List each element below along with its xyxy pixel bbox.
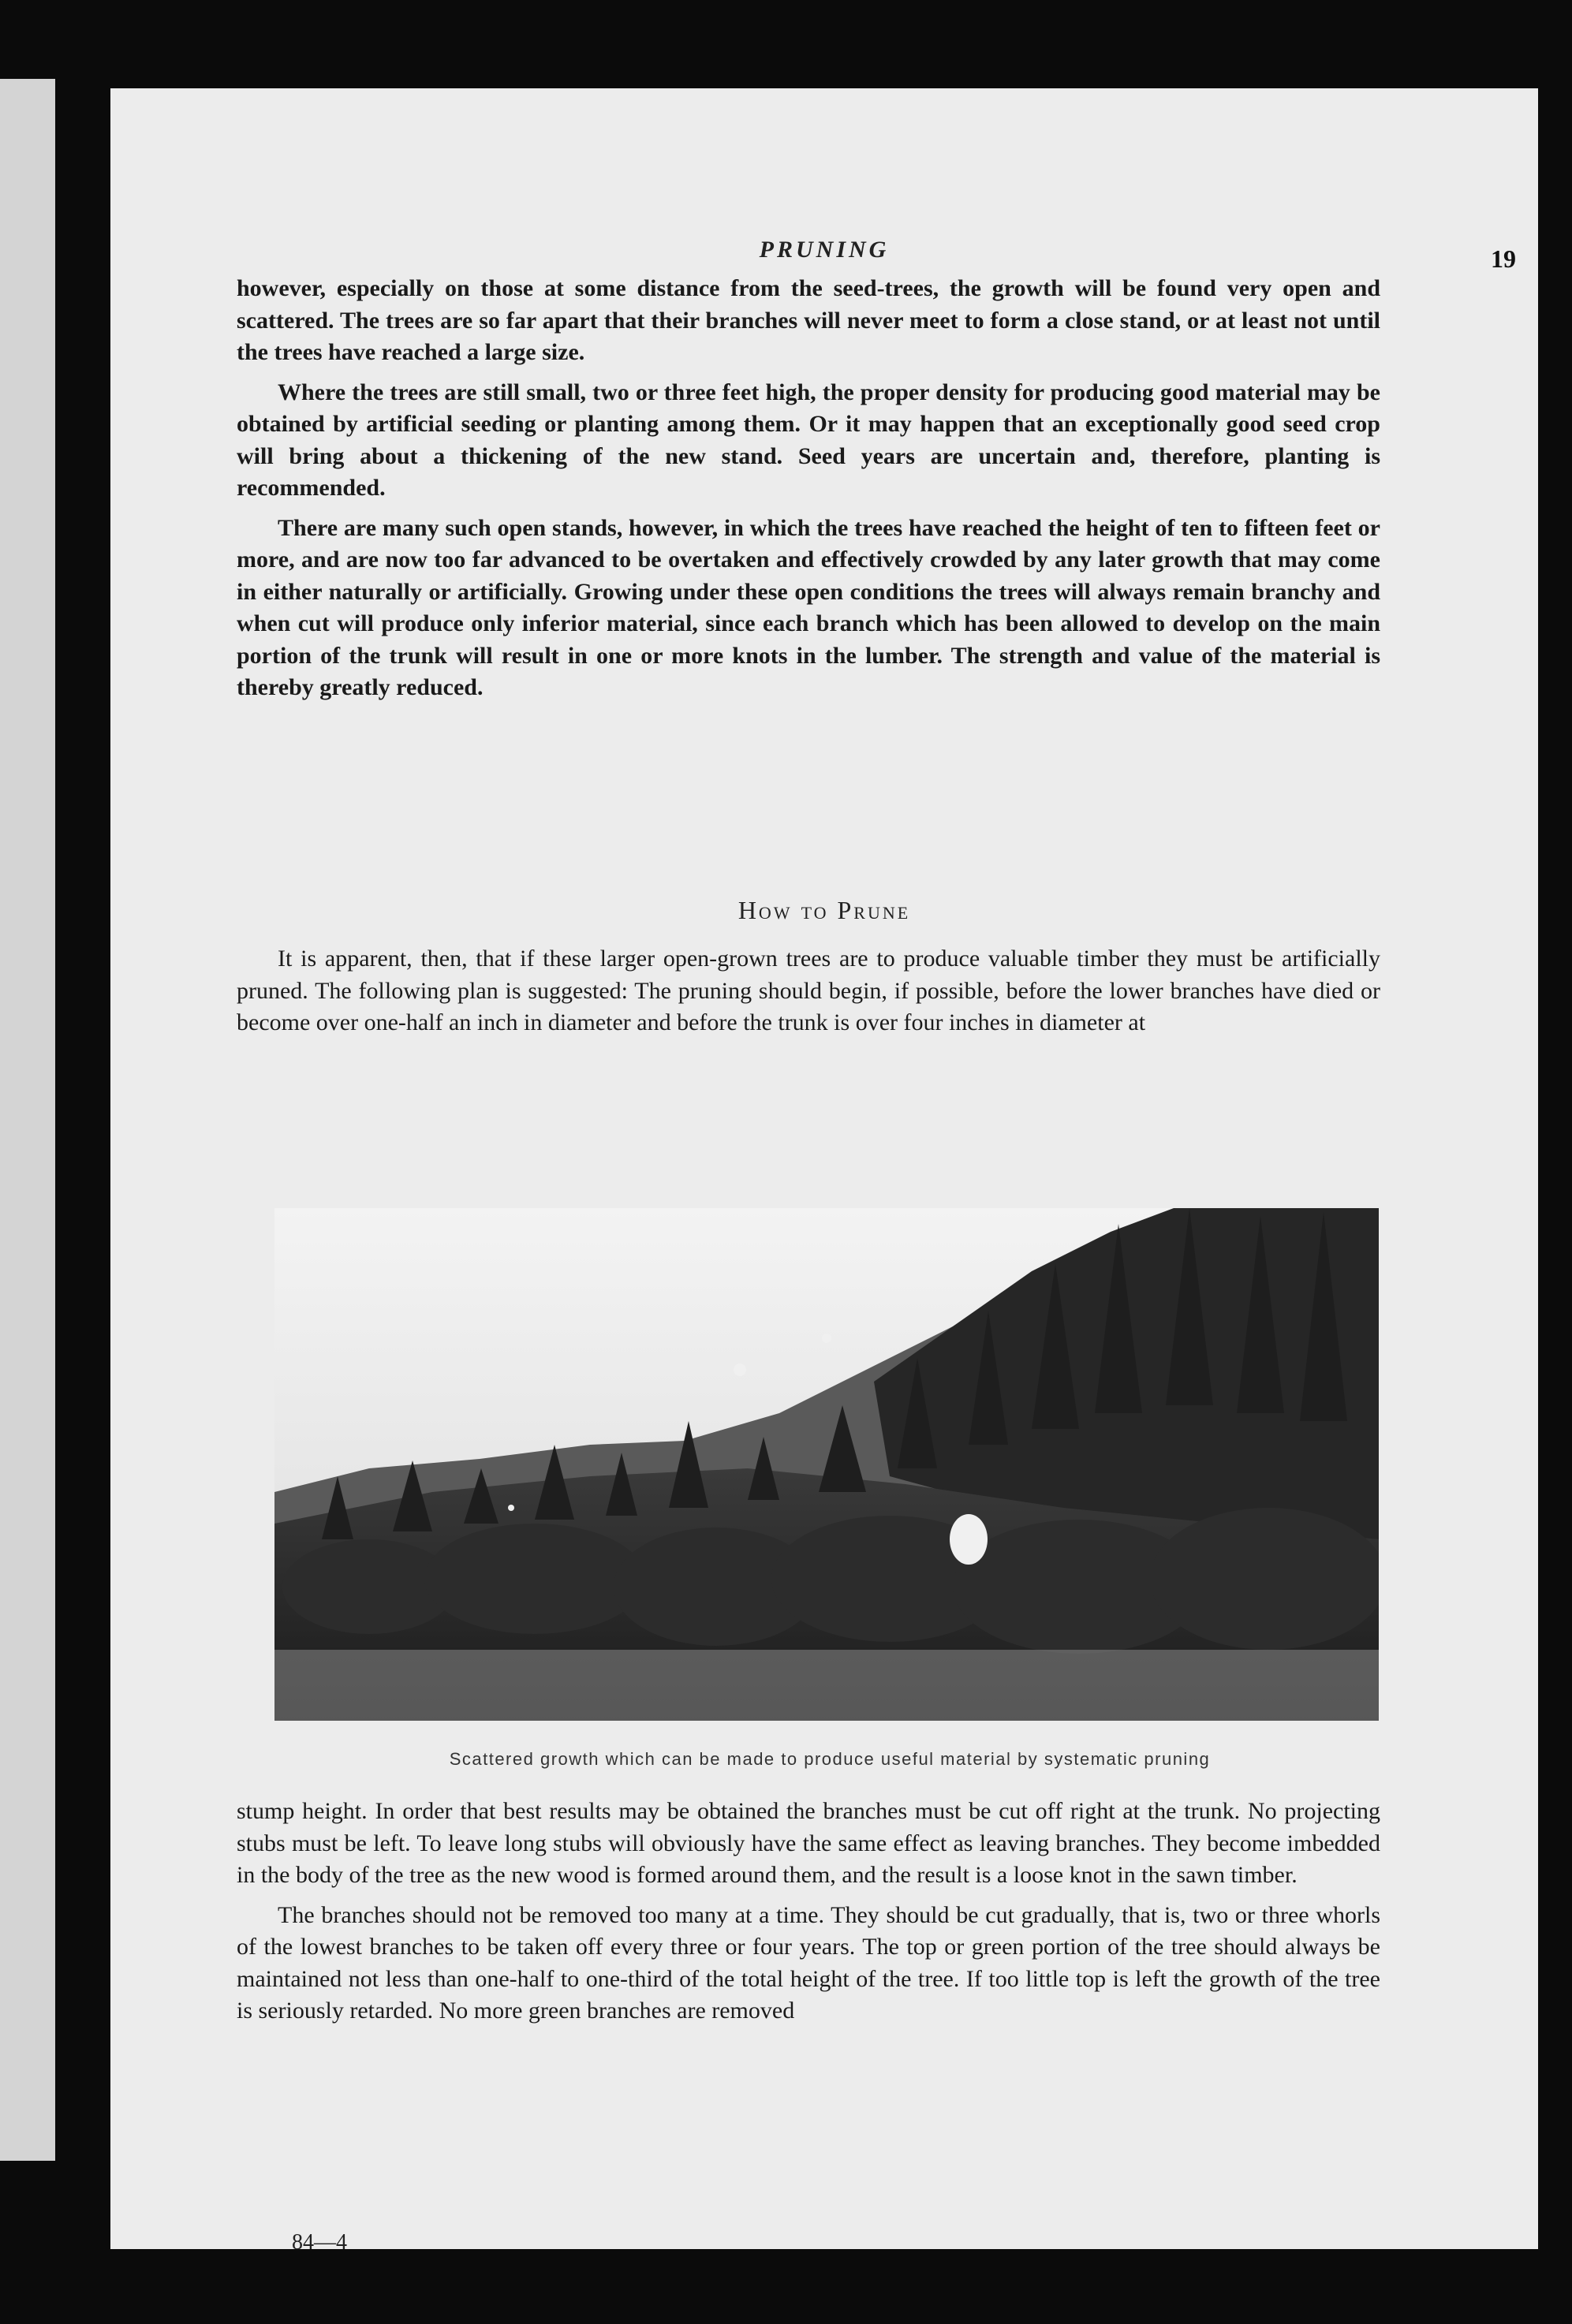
paragraph: Where the trees are still small, two or three feet high, the proper density for producing good material may be obtained by artificial seeding or planting among them. Or it may happen that an exceptionally good seed crop will bring about a thickening of the new stand. Seed years are uncertain and, therefore, planting is recommended. — [237, 379, 1380, 501]
book-page — [110, 88, 1538, 2255]
paragraph: however, especially on those at some distance from the seed-trees, the growth will be found very open and scattered. The trees are so far apart that their branches will never meet to form a close stand, or at least not until the trees have reached a large size. — [237, 275, 1380, 365]
running-title: PRUNING — [759, 237, 890, 263]
top-text-block — [237, 273, 1380, 712]
adjacent-page-edge — [0, 79, 55, 2161]
paragraph: The branches should not be removed too many at a time. They should be cut gradually, that is, two or three whorls of the lowest branches to be taken off every three or four years. The top or green portion of the tree should always be maintained not less than one-half to one-third of the total height of the tree. If too little top is left the growth of the tree is seriously retarded. No more green branches are removed — [237, 1901, 1380, 2024]
page-number: 19 — [1491, 244, 1516, 273]
section-text-block — [237, 943, 1380, 1047]
forest-photograph — [274, 1208, 1379, 1721]
paragraph: It is apparent, then, that if these larger open-grown trees are to produce valuable timber they must be artificially pruned. The following plan is suggested: The pruning should begin, if possible, before the lower branches have died or become over one-half an inch in diameter and before the trunk is over four inches in diameter at — [237, 946, 1380, 1035]
bottom-text-block — [237, 1796, 1380, 2035]
forest-photo-image — [274, 1208, 1379, 1721]
figure-caption: Scattered growth which can be made to produce useful material by systematic pruning — [449, 1749, 1211, 1769]
section-heading: How to Prune — [737, 896, 911, 924]
signature-mark: 84—4 — [292, 2230, 347, 2255]
paragraph: There are many such open stands, however, in which the trees have reached the height of ten to fifteen feet or more, and are now too far advanced to be overtaken and effectively crowded by any later growth that may come in either naturally or artificially. Growing under these open conditions the trees will always remain branchy and when cut will produce only inferior material, since each branch which has been allowed to develop on the main portion of the trunk will result in one or more knots in the lumber. The strength and value of the material is thereby greatly reduced. — [237, 514, 1380, 700]
paragraph: stump height. In order that best results may be obtained the branches must be cut off right at the trunk. No projecting stubs must be left. To leave long stubs will obviously have the same effect as leaving branches. They become imbedded in the body of the tree as the new wood is formed around them, and the result is a loose knot in the sawn timber. — [237, 1798, 1380, 1888]
